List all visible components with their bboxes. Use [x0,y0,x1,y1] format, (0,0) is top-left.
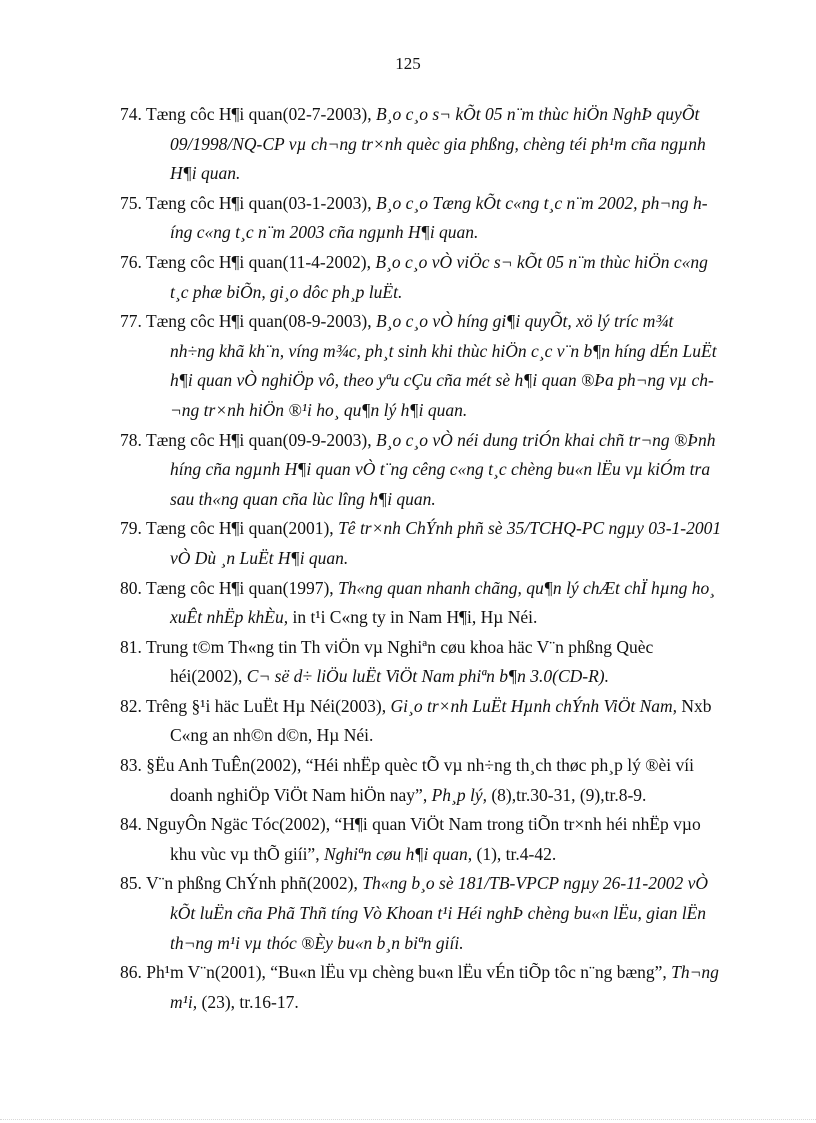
reference-item [120,751,722,810]
reference-author: Trung t©m Th«ng tin Th viÖn vµ Nghiªn cøu khoa häc V¨n phßng Quèc héi(2002), [145,636,654,687]
reference-tail: (8),tr.30-31, (9),tr.8-9. [486,784,647,805]
reference-item [120,100,722,189]
reference-number: 78. [120,429,142,450]
reference-item [120,958,722,1017]
reference-title: Ph¸p lý, [431,784,487,805]
reference-item [120,248,722,307]
reference-title: B¸o c¸o Tæng kÕt c«ng t¸c n¨m 2002, ph¬ng híng c«ng t¸c n¨m 2003 cña ngµnh H¶i quan. [170,192,708,243]
reference-tail: (1), tr.4-42. [472,843,557,864]
reference-number: 82. [120,695,142,716]
reference-author: NguyÔn Ngäc Tóc(2002), “H¶i quan ViÖt Nam trong tiÕn tr×nh héi nhËp vµo khu vùc vµ thÕ giíi”, [146,814,701,864]
reference-title: Nghiªn cøu h¶i quan, [323,843,473,864]
reference-number: 77. [120,311,142,332]
reference-author: Trêng §¹i häc LuËt Hµ Néi(2003), [145,695,387,716]
reference-tail: (23), tr.16-17. [197,991,299,1012]
page-number: 125 [395,54,421,73]
reference-number: 76. [120,251,142,272]
reference-number: 80. [120,577,142,598]
reference-item [120,307,722,425]
reference-number: 74. [120,104,142,124]
reference-item [120,633,722,692]
reference-tail: Nxb C«ng an nh©n d©n, Hµ Néi. [170,695,712,746]
page-bottom-rule [0,1119,816,1120]
reference-item [120,810,722,869]
reference-title: B¸o c¸o vÒ néi dung triÓn khai chñ tr¬ng ®Þnh híng cña ngµnh H¶i quan vÒ t¨ng cêng c«ng t¸c chèng bu«n lËu vµ kiÓm tra sau th«ng quan cña lùc lîng h¶i quan. [170,429,716,509]
reference-title: Th«ng b¸o sè 181/TB-VPCP ngµy 26-11-2002 vÒ kÕt luËn cña Phã Thñ tíng Vò Khoan t¹i Héi nghÞ chèng bu«n lËu, gian lËn th¬ng m¹i vµ thóc ®Èy bu«n b¸n biªn giíi. [170,873,709,953]
reference-title: B¸o c¸o s¬ kÕt 05 n¨m thùc hiÖn NghÞ quyÕt 09/1998/NQ-CP vµ ch¬ng tr×nh quèc gia phßng, chèng téi ph¹m cña ngµnh H¶i quan. [170,104,706,184]
reference-item [120,692,722,751]
reference-title: C¬ së d÷ liÖu luËt ViÖt Nam phiªn b¶n 3.0(CD-R). [246,666,609,687]
reference-number: 85. [120,873,142,894]
reference-number: 81. [120,636,142,657]
reference-item [120,574,722,633]
reference-author: Tæng côc H¶i quan(03-1-2003), [145,192,372,213]
reference-number: 83. [120,755,142,776]
reference-author: Tæng côc H¶i quan(09-9-2003), [145,429,372,450]
reference-item [120,426,722,515]
reference-author: Ph¹m V¨n(2001), “Bu«n lËu vµ chèng bu«n lËu vÉn tiÕp tôc n¨ng bæng”, [146,962,667,983]
reference-number: 86. [120,962,142,983]
reference-list [120,100,722,1017]
reference-title: Th«ng quan nhanh chãng, qu¶n lý chÆt chÏ hµng ho¸ xuÊt nhËp khÈu, [170,577,716,628]
reference-author: Tæng côc H¶i quan(2001), [145,518,334,539]
reference-number: 84. [120,814,142,835]
reference-title: Tê tr×nh ChÝnh phñ sè 35/TCHQ-PC ngµy 03-1-2001 vÒ Dù ¸n LuËt H¶i quan. [170,518,722,568]
reference-item [120,189,722,248]
reference-author: Tæng côc H¶i quan(1997), [145,577,334,598]
reference-title: Gi¸o tr×nh LuËt Hµnh chÝnh ViÖt Nam, [390,695,678,716]
reference-item [120,514,722,573]
reference-author: Tæng côc H¶i quan(02-7-2003), [145,104,372,124]
reference-number: 79. [120,518,142,539]
reference-author: §Ëu Anh TuÊn(2002), “Héi nhËp quèc tÕ vµ nh÷ng th¸ch thøc ph¸p lý ®èi víi doanh nghiÖp ViÖt Nam hiÖn nay”, [146,755,694,805]
reference-author: V¨n phßng ChÝnh phñ(2002), [145,873,358,894]
reference-title: B¸o c¸o vÒ viÖc s¬ kÕt 05 n¨m thùc hiÖn c«ng t¸c phæ biÕn, gi¸o dôc ph¸p luËt. [170,251,708,302]
reference-author: Tæng côc H¶i quan(08-9-2003), [145,311,372,332]
reference-author: Tæng côc H¶i quan(11-4-2002), [145,251,371,272]
reference-number: 75. [120,192,142,213]
reference-item [120,869,722,958]
reference-title: B¸o c¸o vÒ híng gi¶i quyÕt, xö lý tríc m¾t nh÷ng khã kh¨n, víng m¾c, ph¸t sinh khi thùc hiÖn c¸c v¨n b¶n híng dÉn LuËt h¶i quan vÒ nghiÖp vô, theo yªu cÇu cña mét sè h¶i quan ®Þa ph¬ng vµ ch¬ng tr×nh hiÖn ®¹i ho¸ qu¶n lý h¶i quan. [170,311,717,420]
reference-tail: in t¹i C«ng ty in Nam H¶i, Hµ Néi. [288,607,538,628]
reference-title: Th¬ng m¹i, [170,962,719,1012]
